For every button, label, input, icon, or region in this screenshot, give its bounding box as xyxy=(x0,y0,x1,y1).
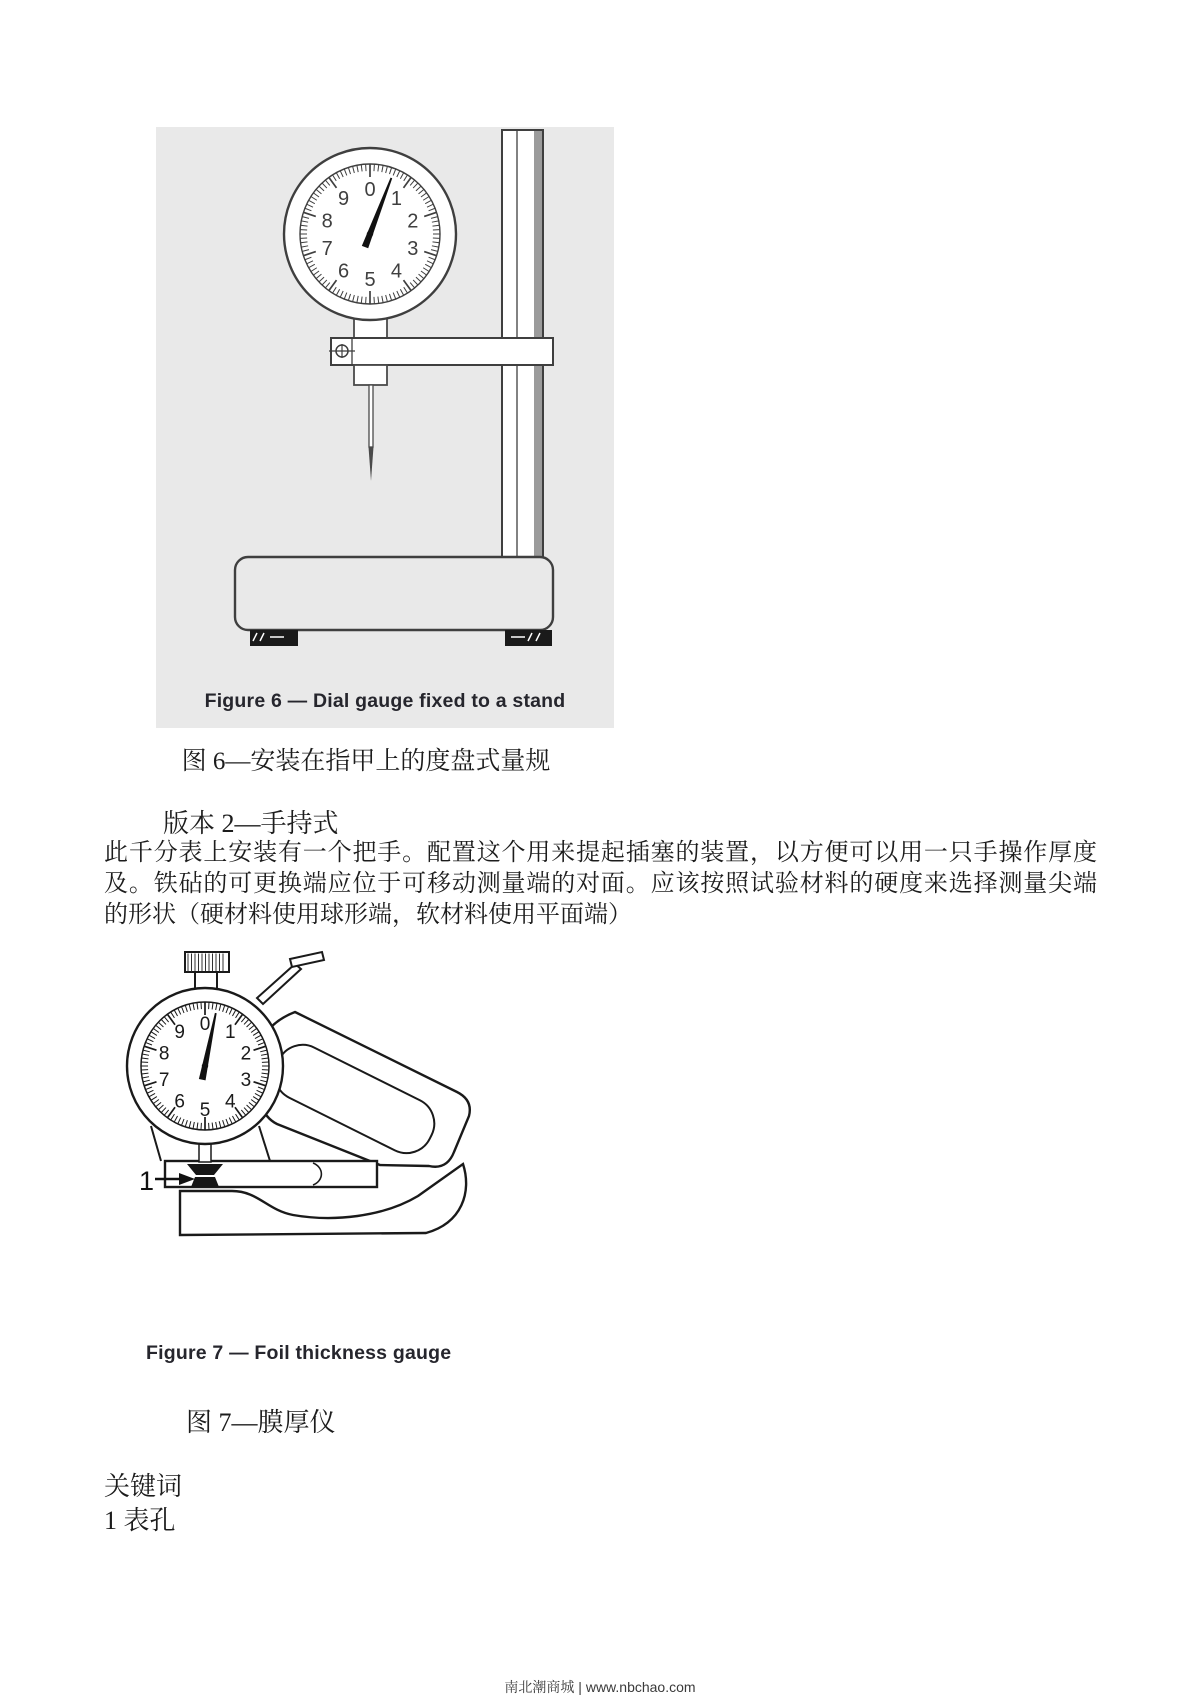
knurled-knob xyxy=(185,952,229,990)
dial-number: 3 xyxy=(407,238,419,261)
section-heading: 版本 2—手持式 xyxy=(163,809,339,838)
dial-number: 4 xyxy=(390,260,403,283)
dial-number: 9 xyxy=(337,187,350,210)
handle xyxy=(253,1012,470,1167)
section-body xyxy=(104,838,1097,931)
figure7-caption: Figure 7 — Foil thickness gauge xyxy=(146,1342,452,1364)
part-label-text: 1 xyxy=(139,1166,155,1196)
dial-number: 8 xyxy=(321,210,333,233)
figure6-plate xyxy=(156,127,614,728)
spindle-block xyxy=(354,365,387,385)
keywords-item: 1 表孔 xyxy=(104,1506,176,1535)
figure7-caption-zh: 图 7—膜厚仪 xyxy=(186,1408,336,1437)
dial-number: 4 xyxy=(224,1091,236,1113)
clamp-arm xyxy=(329,338,553,365)
dial-number: 0 xyxy=(199,1013,211,1035)
needle-hub xyxy=(367,231,373,237)
dial-number: 7 xyxy=(158,1070,170,1092)
body-line: 此千分表上安装有一个把手。配置这个用来提起插塞的装置，以方便可以用一只手操作厚度 xyxy=(104,840,1097,866)
dial-number: 9 xyxy=(174,1022,186,1044)
needle-hub xyxy=(202,1063,208,1069)
lifting-lever xyxy=(257,952,324,1004)
figure6-caption: Figure 6 — Dial gauge fixed to a stand xyxy=(204,690,566,712)
dial-number: 3 xyxy=(240,1070,252,1092)
footer-text: 南北潮商城 | www.nbchao.com xyxy=(504,1679,696,1695)
dial-face xyxy=(284,148,456,320)
dial-gauge-on-stand-drawing xyxy=(156,127,614,672)
dial-number: 1 xyxy=(390,187,403,210)
dial-number: 5 xyxy=(364,269,376,292)
body-line: 及。铁砧的可更换端应位于可移动测量端的对面。应该按照试验材料的硬度来选择测量尖端 xyxy=(104,871,1097,897)
foil-thickness-gauge-drawing xyxy=(95,928,565,1263)
body-line: 的形状（硬材料使用球形端，软材料使用平面端） xyxy=(104,902,632,928)
figure6-caption-zh: 图 6—安装在指甲上的度盘式量规 xyxy=(181,748,551,775)
dial-number: 2 xyxy=(240,1043,252,1065)
keywords-title: 关键词 xyxy=(104,1472,183,1501)
dial-number: 6 xyxy=(174,1091,186,1113)
dial-number: 6 xyxy=(337,260,350,283)
dial-number: 8 xyxy=(158,1043,170,1065)
stand-base xyxy=(235,557,553,630)
dial-number: 7 xyxy=(321,238,333,261)
dial-number: 5 xyxy=(199,1099,211,1121)
measuring-spindle xyxy=(369,385,374,481)
dial-number: 1 xyxy=(224,1022,236,1044)
dial-face xyxy=(127,988,283,1144)
dial-number: 2 xyxy=(407,210,419,233)
base-feet xyxy=(250,630,552,646)
dial-number: 0 xyxy=(364,179,376,202)
